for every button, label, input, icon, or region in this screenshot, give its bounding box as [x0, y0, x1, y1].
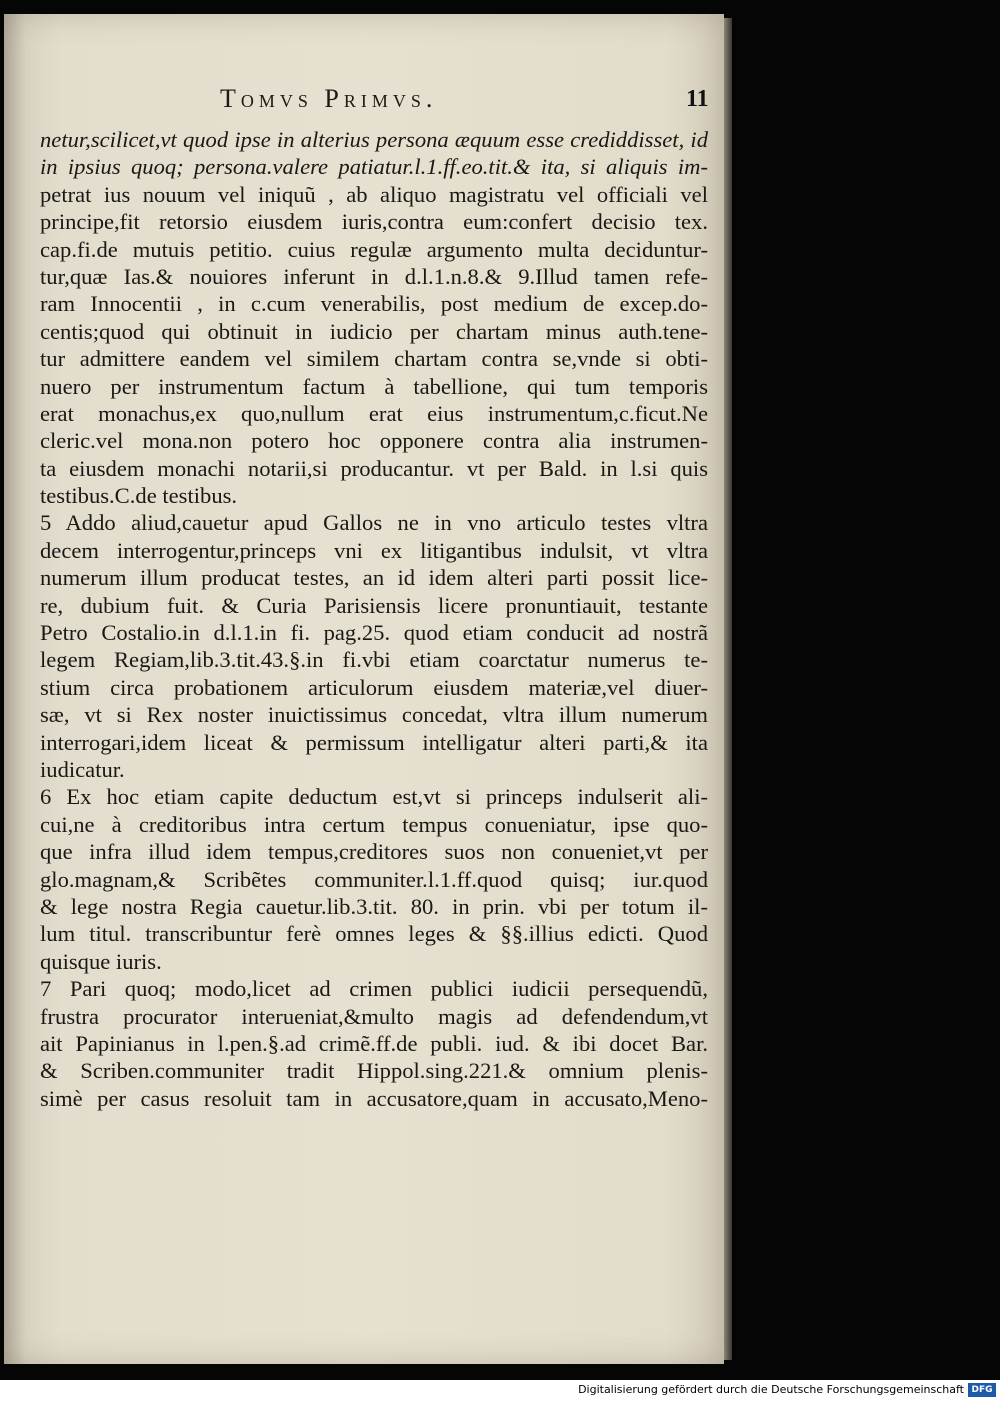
text-line: & Scriben.communiter tradit Hippol.sing.221.& omnium plenis-: [40, 1058, 708, 1084]
text-line: nuero per instrumentum factum à tabellione, qui tum temporis: [40, 373, 708, 399]
body-text: [40, 126, 708, 1112]
text-line: quisque iuris.: [40, 948, 162, 974]
text-line: & lege nostra Regia cauetur.lib.3.tit. 80. in prin. vbi per totum il-: [40, 893, 708, 919]
text-line: ram Innocentii , in c.cum venerabilis, post medium de excep.do-: [40, 291, 708, 317]
text-line: cleric.vel mona.non potero hoc opponere contra alia instrumen-: [40, 428, 708, 454]
text-line: iudicatur.: [40, 756, 125, 782]
text-line: frustra procurator interueniat,&multo magis ad defendendum,vt: [40, 1003, 708, 1029]
dfg-logo-icon: DFG: [968, 1383, 996, 1397]
text-line: 5 Addo aliud,cauetur apud Gallos ne in vno articulo testes vltra: [40, 510, 708, 536]
text-line: netur,scilicet,vt quod ipse in alterius persona æquum esse crediddisset, id: [40, 127, 708, 152]
text-line: que infra illud idem tempus,creditores suos non conueniet,vt per: [40, 839, 708, 865]
text-line: testibus.C.de testibus.: [40, 483, 238, 509]
text-line: 6 Ex hoc etiam capite deductum est,vt si princeps indulserit ali-: [40, 784, 708, 810]
text-line: erat monachus,ex quo,nullum erat eius instrumentum,c.ficut.Ne: [40, 400, 708, 426]
text-line: ait Papinianus in l.pen.§.ad crimẽ.ff.de publi. iud. & ibi docet Bar.: [40, 1030, 708, 1056]
text-line: sæ, vt si Rex noster inuictissimus concedat, vltra illum numerum: [40, 702, 708, 728]
text-line: cui,ne à creditoribus intra certum tempus conueniatur, ipse quo-: [40, 811, 708, 837]
text-line: 7 Pari quoq; modo,licet ad crimen publici iudicii persequendũ,: [40, 976, 708, 1002]
text-line: numerum illum producat testes, an id idem alteri parti possit lice-: [40, 565, 708, 591]
text-line: Petro Costalio.in d.l.1.in fi. pag.25. quod etiam conducit ad nostrã: [40, 620, 708, 646]
text-line: lum titul. transcribuntur ferè omnes leges & §§.illius edicti. Quod: [40, 921, 708, 947]
text-line: legem Regiam,lib.3.tit.43.§.in fi.vbi etiam coarctatur numerus te-: [40, 647, 708, 673]
text-line: tur admittere eandem vel similem chartam contra se,vnde si obti-: [40, 346, 708, 372]
text-line: in ipsius quoq; persona.valere patiatur.l.1.ff.eo.tit.& ita, si aliquis im-: [40, 154, 708, 180]
text-line: cap.fi.de mutuis petitio. cuius regulæ argumento multa deciduntur-: [40, 236, 708, 262]
text-line: interrogari,idem liceat & permissum intelligatur alteri parti,& ita: [40, 729, 708, 755]
text-line: glo.magnam,& Scribẽtes communiter.l.1.ff.quod quisq; iur.quod: [40, 866, 708, 892]
page-number: 11: [686, 86, 709, 112]
running-head: Tomvs Primvs.: [220, 84, 438, 113]
text-line: stium circa probationem articulorum eiusdem materiæ,vel diuer-: [40, 674, 708, 700]
text-line: ta eiusdem monachi notarii,si producantur. vt per Bald. in l.si quis: [40, 455, 708, 481]
text-line: decem interrogentur,princeps vni ex litigantibus indulsit, vt vltra: [40, 537, 708, 563]
text-line: centis;quod qui obtinuit in iudicio per chartam minus auth.tene-: [40, 318, 708, 344]
page-edge: [724, 18, 732, 1360]
text-line: simè per casus resoluit tam in accusatore,quam in accusato,Meno-: [40, 1085, 708, 1111]
footer-bar: [0, 1380, 1000, 1401]
text-line: re, dubium fuit. & Curia Parisiensis licere pronuntiauit, testante: [40, 592, 708, 618]
text-line: petrat ius nouum vel iniquũ , ab aliquo magistratu vel officiali vel: [40, 181, 708, 207]
text-line: tur,quæ Ias.& nouiores inferunt in d.l.1.n.8.& 9.Illud tamen refe-: [40, 263, 708, 289]
footer-credit: Digitalisierung gefördert durch die Deutsche Forschungsgemeinschaft: [578, 1383, 964, 1396]
text-line: principe,fit retorsio eiusdem iuris,contra eum:confert decisio tex.: [40, 209, 708, 235]
